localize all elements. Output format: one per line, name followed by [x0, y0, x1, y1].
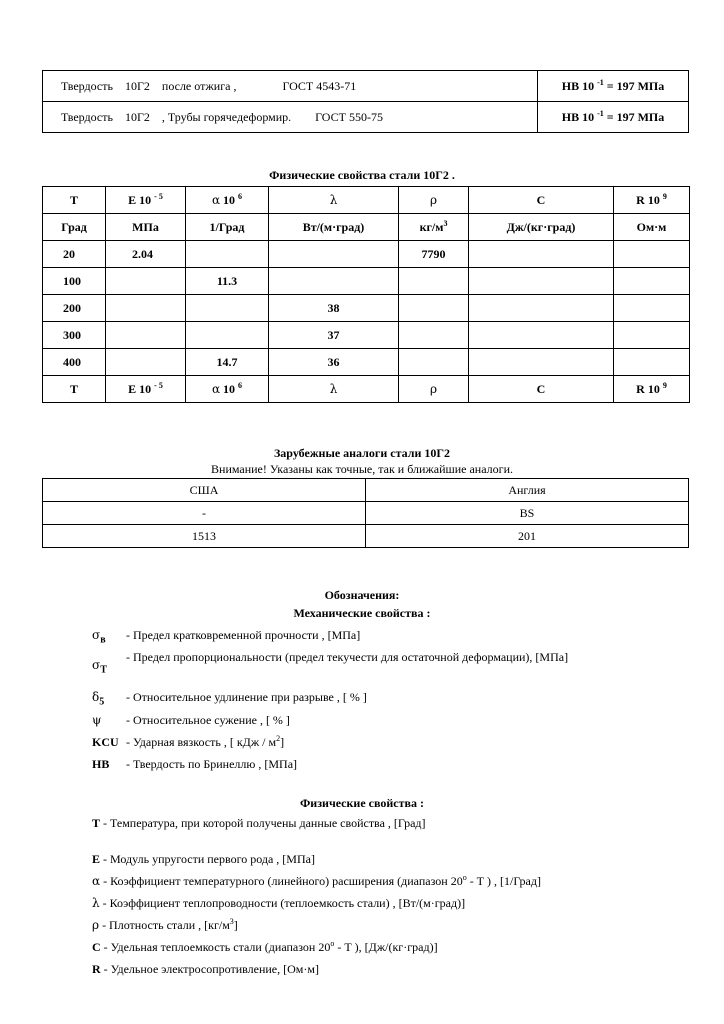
cell-lambda — [269, 241, 399, 268]
cell-r — [614, 322, 690, 349]
legend-lambda-desc: - Коэффициент теплопроводности (теплоемкость стали) , [Вт/(м·град)] — [99, 896, 466, 910]
unit-rho-exp: 3 — [443, 218, 448, 228]
table-row — [43, 322, 690, 349]
psi-symbol — [92, 713, 101, 728]
sigma-t-desc: - Предел пропорциональности (предел текучести для остаточной деформации), [МПа] — [126, 650, 569, 664]
table-row — [43, 295, 690, 322]
kcu-desc-exp: 2 — [276, 734, 281, 743]
cell-rho — [399, 349, 469, 376]
footer-alpha-exp: 6 — [238, 380, 243, 390]
cell-rho — [399, 322, 469, 349]
legend-e-sym: E — [92, 852, 101, 866]
legend-t — [92, 816, 426, 831]
legend-lambda-sym: λ — [92, 896, 100, 910]
legend-e-desc: - Модуль упругости первого рода , [МПа] — [100, 852, 315, 866]
analogs-table — [42, 478, 689, 548]
header-e — [106, 187, 186, 214]
analog-cell: - — [43, 502, 366, 525]
cell-alpha — [186, 322, 269, 349]
legend-lambda — [92, 896, 465, 911]
legend-rho-exp: 3 — [229, 917, 234, 926]
unit-c: Дж/(кг·град) — [469, 214, 614, 241]
cell-r — [614, 295, 690, 322]
cell-rho — [399, 268, 469, 295]
analogs-col-england: Англия — [366, 479, 689, 502]
header-r-label: R 10 — [636, 192, 660, 207]
alpha-symbol: α — [211, 381, 221, 396]
unit-r: Ом·м — [614, 214, 690, 241]
footer-rho — [399, 376, 469, 403]
hb-prefix: НВ 10 — [561, 109, 595, 124]
psi-desc: - Относительное сужение , [ % ] — [126, 713, 290, 727]
footer-t: T — [43, 376, 106, 403]
table-row — [43, 525, 689, 548]
header-e-exp: - 5 — [154, 191, 163, 201]
sigma-t-sub: T — [100, 664, 107, 676]
legend-rho-end: ] — [233, 918, 238, 932]
table-row — [43, 268, 690, 295]
hardness-condition: после отжига , — [161, 78, 237, 93]
legend-rho-desc: - Плотность стали , [кг/м — [99, 918, 230, 932]
unit-t: Град — [43, 214, 106, 241]
header-alpha — [186, 187, 269, 214]
cell-t: 100 — [43, 268, 106, 295]
header-alpha-exp: 6 — [238, 191, 243, 201]
cell-alpha: 11.3 — [186, 268, 269, 295]
sigma-b-desc: - Предел кратковременной прочности , [МПа] — [126, 628, 361, 642]
lambda-symbol: λ — [329, 381, 338, 396]
unit-lambda: Вт/(м·град) — [269, 214, 399, 241]
unit-rho — [399, 214, 469, 241]
physical-header-row — [43, 187, 690, 214]
legend-alpha — [92, 874, 541, 889]
cell-r — [614, 268, 690, 295]
sigma-b-sub: в — [100, 634, 106, 646]
header-r — [614, 187, 690, 214]
sigma-t-symbol — [92, 658, 107, 675]
cell-lambda — [269, 268, 399, 295]
cell-rho — [399, 295, 469, 322]
legend-rho-sym: ρ — [92, 918, 100, 932]
hb-prefix: НВ 10 — [561, 78, 595, 93]
footer-e-exp: - 5 — [154, 380, 163, 390]
legend-c — [92, 940, 438, 955]
hardness-value — [538, 71, 689, 102]
physical-units-row — [43, 214, 690, 241]
kcu-symbol: KCU — [92, 735, 119, 749]
unit-alpha: 1/Град — [186, 214, 269, 241]
cell-c — [469, 322, 614, 349]
analog-cell: BS — [366, 502, 689, 525]
hardness-description — [43, 71, 538, 102]
hardness-row — [43, 71, 689, 102]
cell-e — [106, 295, 186, 322]
hardness-grade: 10Г2 — [124, 78, 150, 93]
mech-title: Механические свойства : — [293, 606, 431, 620]
cell-e — [106, 268, 186, 295]
header-t: T — [43, 187, 106, 214]
hardness-description — [43, 102, 538, 133]
header-e-label: E 10 — [128, 192, 152, 207]
legend-r-sym: R — [92, 962, 101, 976]
legend-rho — [92, 918, 238, 933]
legend-r — [92, 962, 319, 977]
header-r-exp: 9 — [662, 191, 667, 201]
header-rho — [399, 187, 469, 214]
hardness-value — [538, 102, 689, 133]
cell-t: 400 — [43, 349, 106, 376]
footer-alpha-label: 10 — [223, 381, 236, 396]
hb-desc: - Твердость по Бринеллю , [МПа] — [126, 757, 298, 771]
cell-c — [469, 241, 614, 268]
hardness-condition: , Трубы горячедеформир. — [161, 109, 292, 124]
footer-r-exp: 9 — [662, 380, 667, 390]
cell-r — [614, 241, 690, 268]
footer-c: C — [469, 376, 614, 403]
header-c: C — [469, 187, 614, 214]
cell-t: 20 — [43, 241, 106, 268]
legend-alpha-sym: α — [92, 874, 101, 888]
hardness-grade: 10Г2 — [124, 109, 150, 124]
cell-t: 200 — [43, 295, 106, 322]
cell-lambda: 38 — [269, 295, 399, 322]
hardness-standard: ГОСТ 550-75 — [315, 109, 383, 124]
footer-r-label: R 10 — [636, 381, 660, 396]
sigma-t-glyph: σ — [92, 658, 101, 672]
table-row — [43, 502, 689, 525]
hb-exponent: -1 — [597, 108, 604, 118]
legend-c-end: - Т ), [Дж/(кг·град)] — [334, 940, 438, 954]
physical-title: Физические свойства стали 10Г2 . — [269, 168, 455, 182]
legend-alpha-end: - Т ) , [1/Град] — [466, 874, 541, 888]
cell-alpha — [186, 295, 269, 322]
cell-c — [469, 295, 614, 322]
delta-sub: 5 — [99, 696, 105, 708]
rho-symbol: ρ — [429, 381, 438, 396]
hardness-label: Твердость — [61, 78, 113, 93]
table-row — [43, 349, 690, 376]
analog-cell: 1513 — [43, 525, 366, 548]
table-row — [43, 241, 690, 268]
hb-value: = 197 МПа — [606, 109, 665, 124]
physical-table — [42, 186, 690, 403]
kcu-desc-end: ] — [280, 735, 285, 749]
hardness-table — [42, 70, 689, 133]
legend-title: Обозначения: — [324, 588, 400, 602]
analogs-header-row — [43, 479, 689, 502]
delta-symbol — [92, 690, 104, 707]
delta-desc: - Относительное удлинение при разрыве , [ % ] — [126, 690, 367, 704]
delta-glyph: δ — [92, 690, 100, 704]
footer-e-label: E 10 — [128, 381, 152, 396]
kcu-desc — [126, 735, 284, 750]
sigma-b-glyph: σ — [92, 628, 101, 642]
cell-c — [469, 349, 614, 376]
hardness-standard: ГОСТ 4543-71 — [282, 78, 357, 93]
footer-lambda — [269, 376, 399, 403]
legend-alpha-exp: o — [462, 873, 467, 882]
cell-e: 2.04 — [106, 241, 186, 268]
header-alpha-label: 10 — [223, 192, 236, 207]
cell-e — [106, 349, 186, 376]
hb-symbol: HB — [92, 757, 110, 771]
hardness-label: Твердость — [61, 109, 113, 124]
footer-alpha — [186, 376, 269, 403]
legend-c-exp: o — [330, 939, 335, 948]
analogs-note: Внимание! Указаны как точные, так и ближайшие аналоги. — [211, 462, 513, 476]
physical-footer-row — [43, 376, 690, 403]
sigma-b-symbol — [92, 628, 106, 645]
cell-alpha — [186, 241, 269, 268]
legend-t-desc: - Температура, при которой получены данные свойства , [Град] — [100, 816, 426, 830]
cell-rho: 7790 — [399, 241, 469, 268]
cell-lambda: 37 — [269, 322, 399, 349]
unit-e: МПа — [106, 214, 186, 241]
unit-rho-label: кг/м — [419, 219, 444, 234]
legend-c-sym: C — [92, 940, 101, 954]
legend-c-desc: - Удельная теплоемкость стали (диапазон 20 — [100, 940, 331, 954]
analog-cell: 201 — [366, 525, 689, 548]
analogs-col-usa: США — [43, 479, 366, 502]
hb-value: = 197 МПа — [606, 78, 665, 93]
legend-r-desc: - Удельное электросопротивление, [Ом·м] — [100, 962, 319, 976]
cell-r — [614, 349, 690, 376]
rho-symbol: ρ — [429, 192, 438, 207]
header-lambda — [269, 187, 399, 214]
cell-e — [106, 322, 186, 349]
cell-lambda: 36 — [269, 349, 399, 376]
cell-alpha: 14.7 — [186, 349, 269, 376]
hardness-row — [43, 102, 689, 133]
footer-e — [106, 376, 186, 403]
legend-e — [92, 852, 315, 867]
alpha-symbol: α — [211, 192, 221, 207]
psi-glyph: ψ — [92, 713, 102, 727]
phys-legend-title: Физические свойства : — [299, 796, 424, 810]
cell-c — [469, 268, 614, 295]
kcu-desc-text: - Ударная вязкость , [ кДж / м — [126, 735, 277, 749]
cell-t: 300 — [43, 322, 106, 349]
legend-alpha-desc: - Коэффициент температурного (линейного) расширения (диапазон 20 — [100, 874, 463, 888]
lambda-symbol: λ — [329, 192, 338, 207]
physical-data — [43, 241, 690, 376]
hb-exponent: -1 — [597, 77, 604, 87]
footer-r — [614, 376, 690, 403]
analogs-title: Зарубежные аналоги стали 10Г2 — [273, 446, 451, 460]
legend-t-sym: T — [92, 816, 101, 830]
